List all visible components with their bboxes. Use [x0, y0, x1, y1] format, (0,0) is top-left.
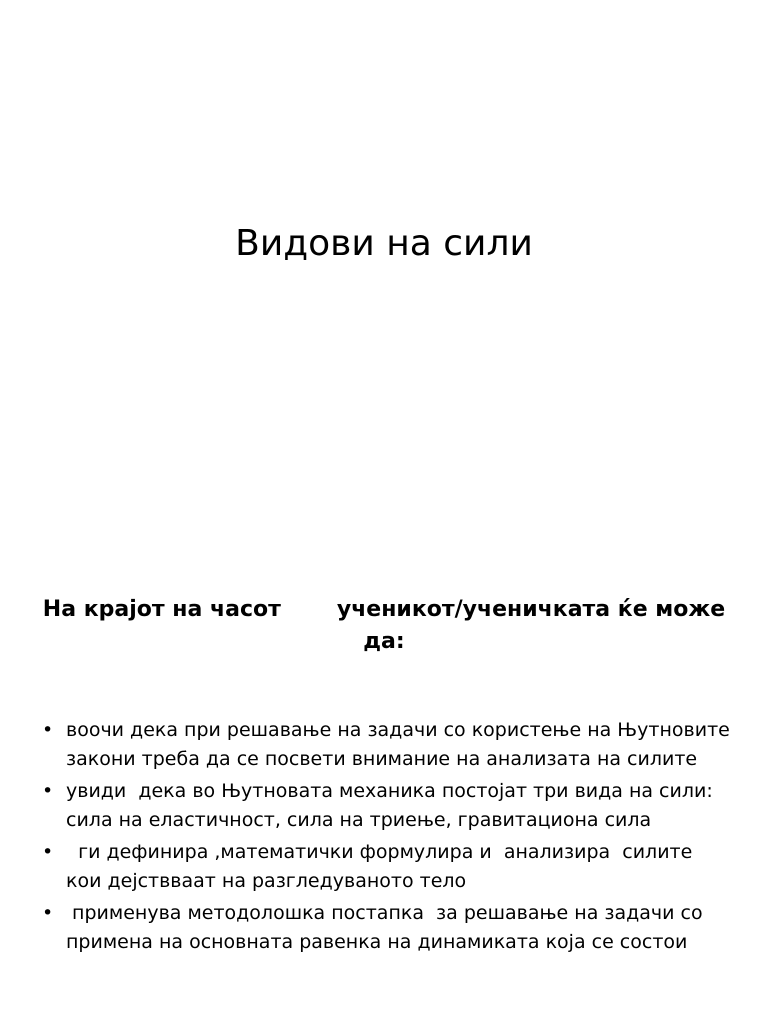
list-item	[42, 899, 732, 957]
list-item	[42, 838, 732, 896]
bullet-icon: •	[42, 841, 54, 863]
bullet-icon: •	[42, 902, 54, 924]
list-item-text: применува методолошка постапка за решавање на задачи со примена на основната равенка на динамиката која се состои	[66, 902, 709, 953]
objectives-list	[42, 716, 736, 960]
objectives-heading-part2: ученикот/ученичката ќе може да:	[336, 597, 726, 654]
slide-title: Видови на сили	[235, 223, 533, 264]
bullet-icon: •	[42, 780, 54, 802]
list-item	[42, 777, 732, 835]
list-item	[42, 716, 736, 774]
bullet-icon: •	[42, 719, 54, 741]
list-item-text: ги дефинира ,математички формулира и анализира силите кои дејствваат на разгледуваното тело	[66, 841, 699, 892]
list-item-text: воочи дека при решавање на задачи со користење на Њутновите закони треба да се посвети внимание на анализата на силите	[66, 719, 736, 770]
objectives-heading	[20, 594, 748, 658]
objectives-heading-part1: На крајот на часот	[42, 597, 281, 622]
list-item-text: увиди дека во Њутновата механика постојат три вида на сили: сила на еластичност, сила на триење, гравитациона сила	[66, 780, 719, 831]
